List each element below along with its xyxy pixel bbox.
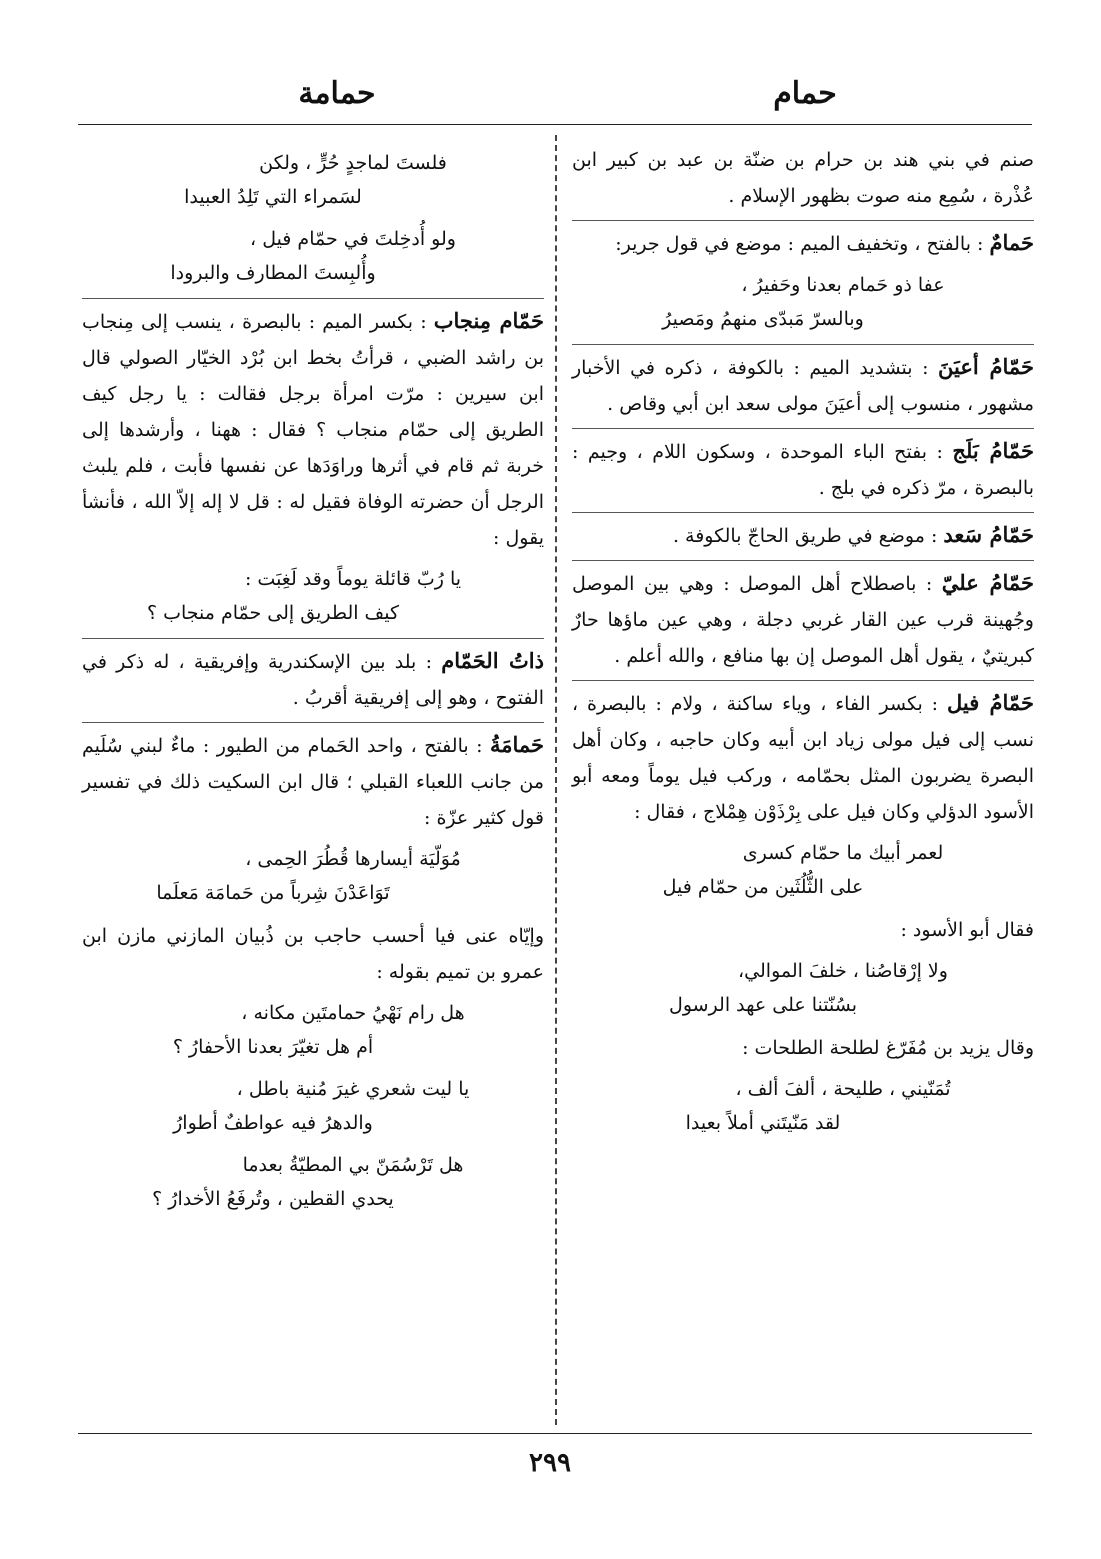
verse [82, 222, 544, 290]
verse-hemistich: تُمَنّيني ، طليحة ، ألفَ ألف ، [735, 1078, 951, 1100]
verse-hemistich: يا ليت شعري غيرَ مُنية باطل ، [236, 1078, 470, 1100]
verse-hemistich: والدهرُ فيه عواطفٌ أطوارُ [173, 1112, 373, 1134]
paragraph: وقال يزيد بن مُفَرّغ لطلحة الطلحات : [742, 1037, 1034, 1059]
verse-hemistich: لقد مَنّيتَني أملاً بعيدا [685, 1112, 841, 1134]
entry-hammam-ayan [572, 344, 1034, 422]
header-right-word: حمام [773, 76, 837, 111]
verse-hemistich: تَوَاعَدْنَ شِرباً من حَمامَة مَعلَما [156, 882, 390, 904]
entry-hammam-saad [572, 512, 1034, 554]
paragraph: فقال أبو الأسود : [900, 919, 1034, 941]
entry-text: : بالفتح ، وتخفيف الميم : موضع في قول جرير: [615, 233, 984, 255]
verse-hemistich: لعمر أبيك ما حمّام كسرى [742, 842, 944, 864]
verse-hemistich: يا رُبّ قائلة يوماً وقد لَغِبَت : [244, 568, 462, 590]
entry-hammam-ali [572, 560, 1034, 674]
entry-lemma: حَمّامُ بَلَج [952, 438, 1034, 463]
verse [82, 146, 544, 214]
entry-hamam [572, 220, 1034, 262]
entry-lemma: ذاتُ الحَمّام [441, 648, 544, 673]
verse-hemistich: كيف الطريق إلى حمّام منجاب ؟ [146, 602, 400, 624]
verse-hemistich: على الثُّلُثَين من حمّام فيل [662, 876, 864, 898]
entry-lemma: حَمامَةُ [489, 732, 544, 757]
entry-text: : موضع في طريق الحاجّ بالكوفة . [672, 525, 938, 547]
entry-text: : بكسر الميم : بالبصرة ، ينسب إلى مِنجاب بن راشد الضبي ، قرأتُ بخط ابن بُرْد الخيّار الصولي قال ابن سيرين : مرّت امرأة برجل فقالت : يا رجل كيف الطريق إلى حمّام منجاب ؟ فقال : ههنا ، وأرشدها إلى خربة ثم قام في أثرها وراوَدَها عن نفسها فأبت ، فلم يلبث الرجل أن حضرته الوفاة فقيل له : قل لا إله إلاّ الله ، فأنشأ يقول : [82, 311, 544, 549]
entry-lemma: حَمّامُ فيل [947, 690, 1034, 715]
entry-text: : بالفتح ، واحد الحَمام من الطيور : ماءٌ لبني سُلَيم من جانب اللعباء القبلي ؛ قال ابن السكيت ذلك في تفسير قول كثير عزّة : [82, 735, 544, 829]
entry-hammam-balaj [572, 428, 1034, 506]
verse [82, 1072, 544, 1140]
left-column [82, 142, 544, 1224]
paragraph: وإيّاه عنى فيا أحسب حاجب بن ذُبيان المازني مازن ابن عمرو بن تميم بقوله : [82, 925, 544, 983]
verse-hemistich: يحدي القطين ، وتُرفَعُ الأخدارُ ؟ [152, 1188, 394, 1210]
continuation-paragraph: صنم في بني هند بن حرام بن ضنّة بن عبد بن كبير ابن عُذْرة ، سُمِع منه صوت بظهور الإسلام . [572, 149, 1034, 207]
entry-text: : بتشديد الميم : بالكوفة ، ذكره في الأخبار مشهور ، منسوب إلى أعيَنَ مولى سعد ابن أبي وقاص . [572, 357, 1034, 415]
verse-hemistich: هل رام نَهْيُ حمامتَين مكانه ، [241, 1002, 465, 1024]
verse-hemistich: وبالسرّ مَبدّى منهمُ ومَصيرُ [662, 308, 864, 330]
entry-hamama [82, 722, 544, 836]
entry-lemma: حَمّامُ عليّ [941, 570, 1034, 595]
header-left-word: حمامة [298, 76, 376, 111]
verse [82, 562, 544, 630]
verse [82, 1148, 544, 1216]
entry-text: : بلد بين الإسكندرية وإفريقية ، له ذكر في الفتوح ، وهو إلى إفريقية أقربُ . [82, 651, 544, 709]
verse [82, 842, 544, 910]
entry-dhat-al-hammam [82, 638, 544, 716]
verse-hemistich: ولو أُدخِلتَ في حمّام فيل ، [250, 228, 456, 250]
footer-rule [78, 1433, 1032, 1434]
entry-lemma: حَمّامُ أعيَنَ [938, 354, 1034, 379]
verse-hemistich: ولا إرْقاصُنا ، خلفَ الموالي، [738, 960, 948, 982]
verse [572, 954, 1034, 1022]
header-rule [78, 124, 1032, 125]
verse [82, 996, 544, 1064]
page-number: ٢٩٩ [529, 1448, 571, 1478]
verse-hemistich: أم هل تغيّرَ بعدنا الأحفارُ ؟ [172, 1036, 374, 1058]
verse-hemistich: مُوَلّيَة أيسارها قُطُرَ الحِمى ، [245, 848, 461, 870]
column-divider [555, 135, 557, 1425]
entry-lemma: حَمامٌ [989, 230, 1034, 255]
entry-hammam-minjab [82, 298, 544, 556]
verse-hemistich: فلستَ لماجدٍ حُرٍّ ، ولكن [259, 152, 447, 174]
verse-hemistich: عفا ذو حَمام بعدنا وحَفيرُ ، [741, 274, 945, 296]
entry-text: : بكسر الفاء ، وياء ساكنة ، ولام : بالبصرة ، نسب إلى فيل مولى زياد ابن أبيه وكان حاجبه ، وكان أهل البصرة يضربون المثل بحمّامه ، وركب فيل يوماً ومعه أبو الأسود الدؤلي وكان فيل على بِرْذَوْن هِمْلاج ، فقال : [572, 693, 1034, 823]
entry-text: : باصطلاح أهل الموصل : وهي بين الموصل وجُهينة قرب عين القار غربي دجلة ، وهي عين ماؤها حارٌ كبريتيٌ ، يقول أهل الموصل إن بها منافع ، والله أعلم . [572, 573, 1034, 667]
entry-text: : بفتح الباء الموحدة ، وسكون اللام ، وجيم : بالبصرة ، مرّ ذكره في بلج . [572, 441, 1034, 499]
verse-hemistich: بسُنّتنا على عهد الرسول [669, 994, 857, 1016]
verse [572, 1072, 1034, 1140]
right-column [572, 142, 1034, 1148]
verse [572, 836, 1034, 904]
entry-hammam-fil [572, 680, 1034, 830]
verse [572, 268, 1034, 336]
verse-hemistich: وأُلبِستَ المطارف والبرودا [170, 262, 376, 284]
verse-hemistich: لسَمراء التي تَلِدُ العبيدا [184, 186, 362, 208]
verse-hemistich: هل تَرْسُمَنّ بي المطيّةُ بعدما [242, 1154, 464, 1176]
entry-lemma: حَمّام مِنجاب [433, 308, 544, 333]
entry-lemma: حَمّامُ سَعد [943, 522, 1034, 547]
